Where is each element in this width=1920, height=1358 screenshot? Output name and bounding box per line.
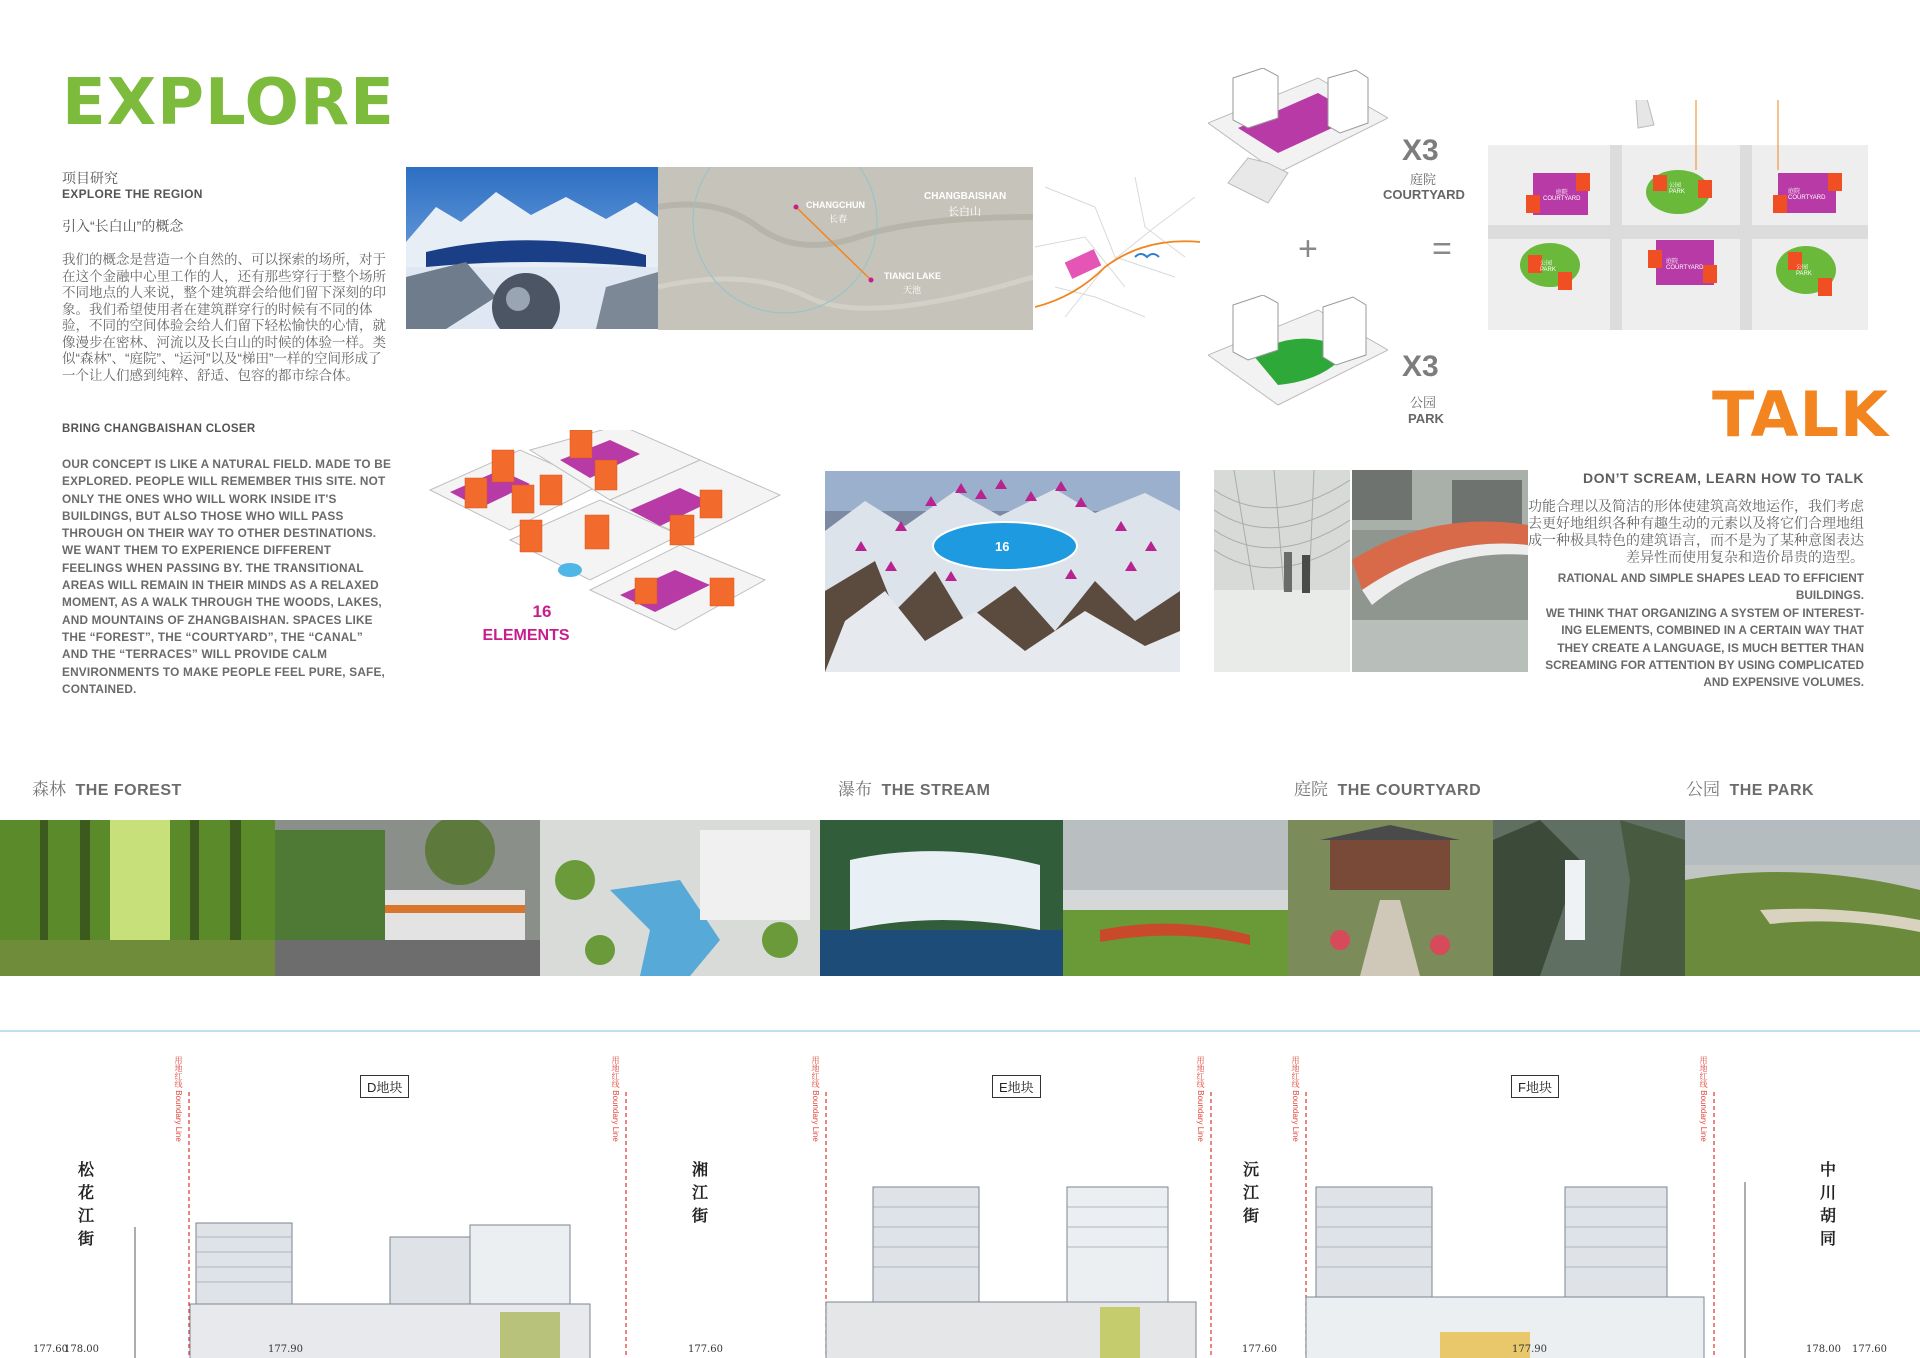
street-zhongchuan: 中川胡同 [1819,1162,1836,1248]
explore-subtitle-en: EXPLORE THE REGION [62,187,203,201]
label-courtyard: 庭院 THE COURTYARD [1294,780,1482,799]
explore-body-cn: 我们的概念是营造一个自然的、可以探索的场所，对于在这个金融中心里工作的人，还有那些穿行于整个场所不同地点的人来说，整个建筑群会给他们留下深刻的印象。我们希望使用者在建筑群穿行的时候有不同的体验，不同的空间体验会给人们留下轻松愉快的心情，就像漫步在密林、河流以及长白山的时候的体验一样。类似“森林”、“庭院”、“运河”以及“梯田”一样的空间形成了一个让人们感到纯粹、舒适、包容的都市综合体。 [62,252,386,383]
boundary-label-1: 用地红线 Boundary Line [174,1056,183,1142]
street-songhuajiang: 松花江街 [77,1162,94,1248]
talk-body-line2: WE THINK THAT ORGANIZING A SYSTEM OF INTEREST-ING ELEMENTS, COMBINED IN A CERTAIN WAY THAT THEY CREATE A LANGUAGE, IS MUCH BETTER THAN SCREAMING FOR ATTENTION BY USING COMPLICATED AND EXPENSIVE VOLUMES. [1545,606,1864,690]
tianchi-lake-photo [406,167,658,329]
bridge-walkway-photo [1352,470,1528,672]
elements-axonometric [420,430,800,660]
label-changbaishan-cn: 长白山 [948,206,981,218]
sculpture-photo [1214,470,1350,672]
plan-courtyard-2: 庭院 COURTYARD [1788,189,1826,201]
street-xiangjiang: 湘江街 [691,1162,708,1225]
explore-title: EXPLORE [62,66,395,140]
elevation-drawing [0,1030,1920,1358]
lake-number: 16 [995,539,1010,554]
talk-body-cn: 功能合理以及简洁的形体使建筑高效地运作，我们考虑去更好地组织各种有趣生动的元素以及将它们合理地组成一种极具特色的建筑语言，而不是为了某种意图表达差异性而使用复杂和造价昂贵的造型。 [1528,498,1864,565]
park-block-model [1208,295,1388,430]
plan-courtyard-1: 庭院 COURTYARD [1543,190,1581,202]
explore-body-en: OUR CONCEPT IS LIKE A NATURAL FIELD. MADE TO BE EXPLORED. PEOPLE WILL REMEMBER THIS SITE. NOT ONLY THE ONES WHO WILL WORK INSIDE IT'S BUILDINGS, BUT ALSO THOSE WHO WILL PASS THROUGH ON THEIR WAY TO OTHER DESTINATIONS. WE WANT THEM TO EXPERIENCE DIFFERENT FEELINGS WHEN PASSING BY. THE TRANSITIONAL AREAS WILL REMAIN IN THEIR MINDS AS A RELAXED MOMENT, AS A WALK THROUGH THE WOODS, LAKES, AND MOUNTAINS OF ZHANGBAISHAN. SPACES LIKE THE “FOREST”, THE “COURTYARD”, THE “CANAL” AND THE “TERRACES” WILL PROVIDE CALM ENVIRONMENTS TO MAKE PEOPLE FEEL PURE, SAFE, CONTAINED. [62,457,392,696]
plan-park-1: 公园 PARK [1669,183,1685,195]
elements-label: ELEMENTS [482,627,570,644]
site-plan [1488,100,1868,330]
explore-heading-en: BRING CHANGBAISHAN CLOSER [62,423,256,435]
label-forest: 森林 THE FOREST [32,780,182,799]
level-1: 177.60 [33,1344,68,1355]
explore-subtitle-cn: 项目研究 [62,170,118,186]
mountain-peaks-photo [825,471,1180,672]
level-7: 178.00 [1806,1344,1841,1355]
level-4: 177.60 [688,1344,723,1355]
site-location-map [1035,167,1200,330]
courtyard-multiplier: X3 [1402,134,1439,167]
label-park: 公园 THE PARK [1686,780,1815,799]
label-changbaishan: CHANGBAISHAN [924,191,1007,202]
label-tianci-cn: 天池 [903,285,922,295]
level-6: 177.90 [1512,1344,1547,1355]
label-changchun-cn: 长春 [829,214,848,224]
talk-heading: DON’T SCREAM, LEARN HOW TO TALK [1583,470,1864,486]
label-stream: 瀑布 THE STREAM [838,780,991,799]
boundary-label-2: 用地红线 Boundary Line [611,1056,620,1142]
level-5: 177.60 [1242,1344,1277,1355]
plan-courtyard-3: 庭院 COURTYARD [1666,259,1704,271]
regional-map [658,167,1033,330]
boundary-label-4: 用地红线 Boundary Line [1196,1056,1205,1142]
street-yuanjiang: 沅江街 [1242,1162,1259,1225]
level-3: 177.90 [268,1344,303,1355]
level-8: 177.60 [1852,1344,1887,1355]
talk-body-line1: RATIONAL AND SIMPLE SHAPES LEAD TO EFFICIENT BUILDINGS. [1557,571,1864,603]
plan-park-3: 公园 PARK [1796,265,1812,277]
equals-sign: = [1432,230,1452,268]
label-tianci-lake: TIANCI LAKE [884,271,941,281]
boundary-label-5: 用地红线 Boundary Line [1291,1056,1300,1142]
plot-e-tag: E地块 [992,1075,1041,1098]
courtyard-block-model [1208,68,1388,213]
level-2: 178.00 [64,1344,99,1355]
park-cn: 公园 [1410,395,1437,410]
plot-f-tag: F地块 [1511,1075,1559,1098]
plan-park-2: 公园 PARK [1540,261,1556,273]
park-multiplier: X3 [1402,350,1439,383]
courtyard-cn: 庭院 [1410,172,1437,187]
courtyard-en: COURTYARD [1383,187,1465,202]
park-en: PARK [1408,411,1444,426]
plus-sign: + [1298,230,1318,268]
elements-count: 16 [532,602,552,621]
label-changchun: CHANGCHUN [806,200,865,210]
nature-photo-strip [0,820,1920,976]
plot-d-tag: D地块 [360,1075,409,1098]
concept-title-cn: 引入“长白山”的概念 [62,218,184,234]
boundary-label-3: 用地红线 Boundary Line [811,1056,820,1142]
boundary-label-6: 用地红线 Boundary Line [1699,1056,1708,1142]
talk-title: TALK [1712,378,1890,451]
